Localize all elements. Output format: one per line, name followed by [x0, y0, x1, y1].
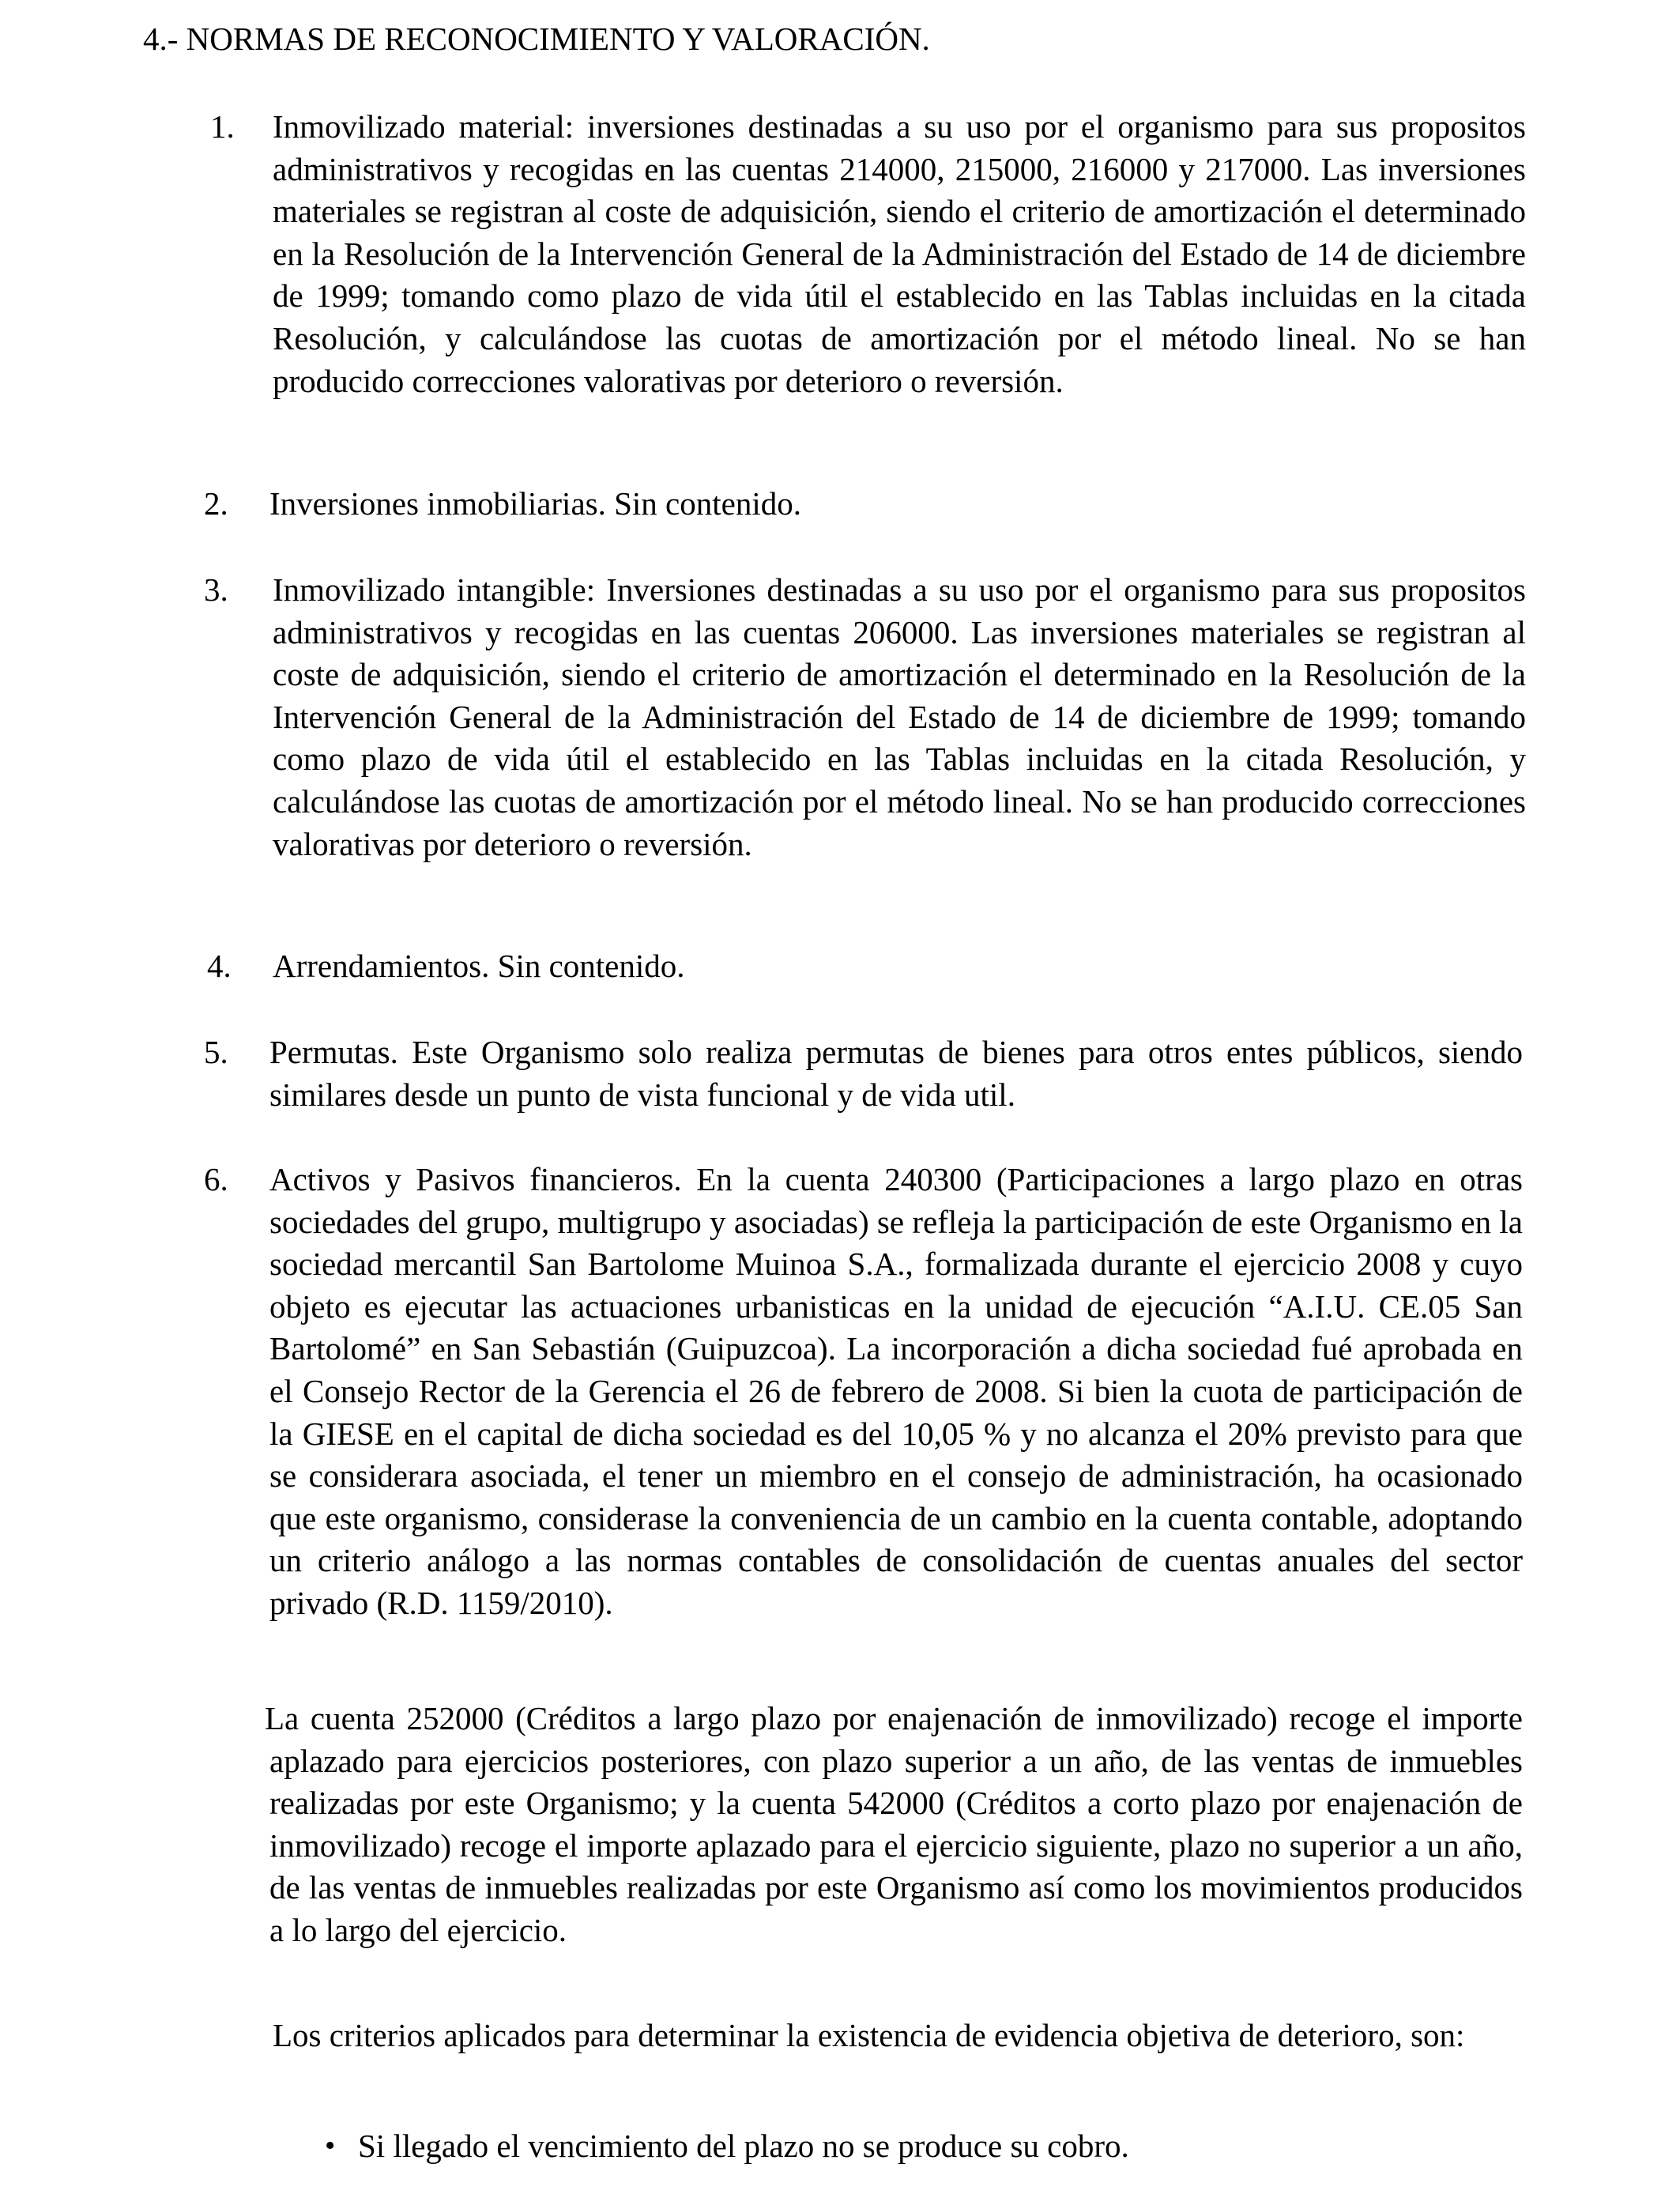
list-item-text: Inmovilizado intangible: Inversiones destinadas a su uso por el organismo para sus propositos administrativos y recogidas en las cuentas 206000. Las inversiones materiales se registran al coste de adquisición, siendo el criterio de amortización el determinado en la Resolución de la Intervención General de la Administración del Estado de 14 de diciembre de 1999; tomando como plazo de vida útil el establecido en las Tablas incluidas en la citada Resolución, y calculándose las cuotas de amortización por el método lineal. No se han producido correcciones valorativas por deterioro o reversión.: [273, 571, 1526, 862]
list-item-number: 4.: [207, 948, 232, 984]
list-item-number: 1.: [210, 108, 235, 145]
list-item-text: Inversiones inmobiliarias. Sin contenido.: [269, 485, 801, 522]
list-item-text: Permutas. Este Organismo solo realiza permutas de bienes para otros entes públicos, siendo similares desde un punto de vista funcional y de vida util.: [269, 1034, 1523, 1113]
list-item-text: Inmovilizado material: inversiones destinadas a su uso por el organismo para sus propositos administrativos y recogidas en las cuentas 214000, 215000, 216000 y 217000. Las inversiones materiales se registran al coste de adquisición, siendo el criterio de amortización el determinado en la Resolución de la Intervención General de la Administración del Estado de 14 de diciembre de 1999; tomando como plazo de vida útil el establecido en las Tablas incluidas en la citada Resolución, y calculándose las cuotas de amortización por el método lineal. No se han producido correcciones valorativas por deterioro o reversión.: [273, 108, 1526, 399]
list-item-number: 6.: [204, 1161, 228, 1197]
section-heading: 4.- NORMAS DE RECONOCIMIENTO Y VALORACIÓN.: [143, 21, 930, 57]
list-item-number: 5.: [204, 1034, 228, 1070]
bullet-text: Si llegado el vencimiento del plazo no se produce su cobro.: [358, 2128, 1129, 2164]
list-item-text: Activos y Pasivos financieros. En la cuenta 240300 (Participaciones a largo plazo en otras sociedades del grupo, multigrupo y asociadas) se refleja la participación de este Organismo en la sociedad mercantil San Bartolome Muinoa S.A., formalizada durante el ejercicio 2008 y cuyo objeto es ejecutar las actuaciones urbanisticas en la unidad de ejecución “A.I.U. CE.05 San Bartolomé” en San Sebastián (Guipuzcoa). La incorporación a dicha sociedad fué aprobada en el Consejo Rector de la Gerencia el 26 de febrero de 2008. Si bien la cuota de participación de la GIESE en el capital de dicha sociedad es del 10,05 % y no alcanza el 20% previsto para que se considerara asociada, el tener un miembro en el consejo de administración, ha ocasionado que este organismo, considerase la conveniencia de un cambio en la cuenta contable, adoptando un criterio análogo a las normas contables de consolidación de cuentas anuales del sector privado (R.D. 1159/2010).: [269, 1161, 1523, 1621]
list-item-number: 3.: [204, 571, 228, 608]
list-item-text: Arrendamientos. Sin contenido.: [273, 948, 685, 984]
paragraph-criteria: Los criterios aplicados para determinar la existencia de evidencia objetiva de deterioro, son:: [273, 2017, 1465, 2053]
paragraph-credits: La cuenta 252000 (Créditos a largo plazo por enajenación de inmovilizado) recoge el importe aplazado para ejercicios posteriores, con plazo superior a un año, de las ventas de inmuebles realizadas por este Organismo; y la cuenta 542000 (Créditos a corto plazo por enajenación de inmovilizado) recoge el importe aplazado para el ejercicio siguiente, plazo no superior a un año, de las ventas de inmuebles realizadas por este Organismo así como los movimientos producidos a lo largo del ejercicio.: [265, 1700, 1523, 1948]
bullet-dot-icon: •: [325, 2129, 336, 2162]
list-item-number: 2.: [204, 485, 228, 522]
